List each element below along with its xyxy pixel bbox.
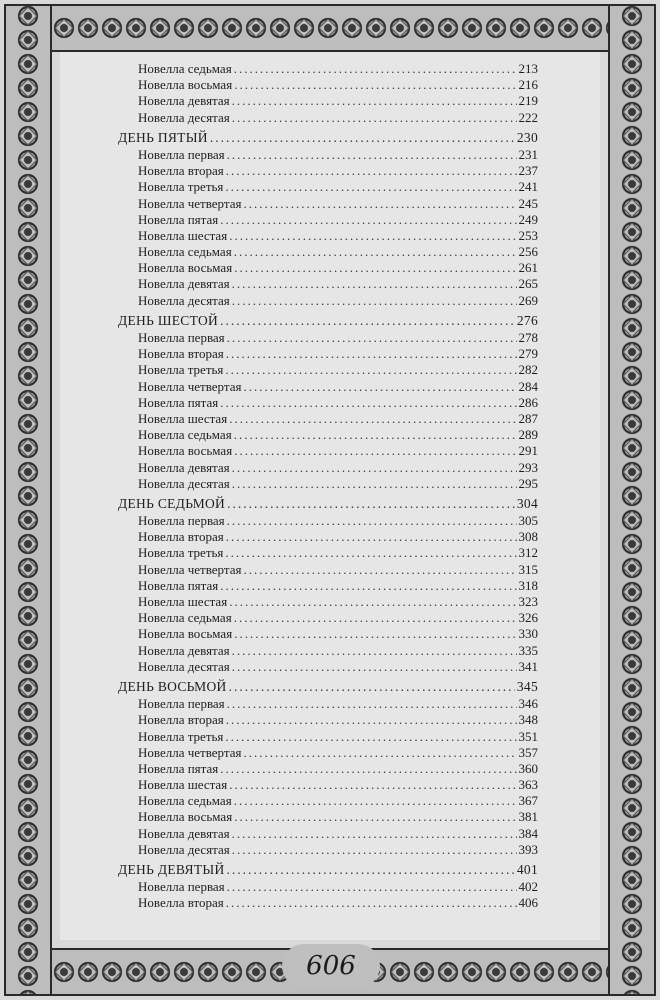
- toc-entry-title: Новелла первая: [138, 879, 225, 895]
- toc-entry-page: 326: [518, 610, 538, 626]
- toc-entry-page: 278: [518, 330, 538, 345]
- toc-entry-title: Новелла седьмая: [138, 427, 232, 443]
- toc-entry: [118, 244, 538, 260]
- toc-entry-page: 291: [518, 443, 538, 459]
- toc-entry: [118, 411, 538, 427]
- dot-leader: [232, 826, 517, 842]
- dot-leader: [232, 460, 517, 476]
- toc-entry: [118, 196, 538, 212]
- dot-leader: [220, 212, 516, 228]
- dot-leader: [220, 395, 516, 411]
- toc-entry-page: 345: [516, 678, 538, 694]
- toc-entry-title: Новелла вторая: [138, 163, 224, 179]
- dot-leader: [232, 93, 517, 109]
- dot-leader: [234, 809, 516, 825]
- toc-entry-page: 367: [518, 793, 538, 809]
- toc-entry-page: 265: [518, 276, 538, 292]
- toc-entry: [118, 826, 538, 842]
- toc-entry-title: Новелла четвертая: [138, 195, 242, 211]
- toc-entry-page: 293: [518, 459, 538, 475]
- dot-leader: [234, 260, 516, 276]
- dot-leader: [232, 476, 517, 492]
- toc-entry-title: Новелла седьмая: [138, 610, 232, 626]
- toc-entry: [118, 513, 538, 529]
- toc-entry-page: 245: [518, 195, 538, 211]
- toc-entry-page: 279: [518, 346, 538, 362]
- toc-entry-title: Новелла первая: [138, 513, 225, 529]
- toc-entry: [118, 842, 538, 858]
- toc-entry: [118, 443, 538, 459]
- toc-entry: [118, 276, 538, 292]
- toc-entry-title: Новелла девятая: [138, 459, 230, 475]
- toc-entry-page: 318: [518, 577, 538, 593]
- toc-entry: [118, 562, 538, 578]
- toc-day-heading: [118, 130, 538, 146]
- toc-entry: [118, 212, 538, 228]
- toc-entry-page: 384: [518, 825, 538, 841]
- dot-leader: [227, 862, 515, 878]
- toc-entry-title: Новелла пятая: [138, 211, 219, 227]
- table-of-contents: [118, 61, 538, 912]
- dot-leader: [220, 313, 515, 329]
- toc-entry-page: 351: [518, 728, 538, 744]
- toc-entry-title: Новелла девятая: [138, 93, 230, 109]
- toc-entry: [118, 729, 538, 745]
- toc-entry-title: Новелла вторая: [138, 529, 224, 545]
- toc-entry-title: ДЕНЬ ВОСЬМОЙ: [118, 678, 227, 694]
- toc-entry: [118, 228, 538, 244]
- toc-entry: [118, 809, 538, 825]
- dot-leader: [234, 61, 517, 77]
- toc-entry-title: ДЕНЬ СЕДЬМОЙ: [118, 495, 226, 511]
- dot-leader: [225, 362, 516, 378]
- dot-leader: [243, 379, 516, 395]
- toc-entry-page: 295: [518, 475, 538, 491]
- ornamental-border-left-icon: [4, 4, 52, 996]
- toc-entry: [118, 93, 538, 109]
- toc-entry: [118, 610, 538, 626]
- dot-leader: [229, 411, 516, 427]
- toc-entry-title: Новелла пятая: [138, 760, 219, 776]
- toc-entry-page: 216: [518, 77, 538, 93]
- toc-entry-title: Новелла девятая: [138, 276, 230, 292]
- dot-leader: [234, 443, 516, 459]
- dot-leader: [229, 777, 516, 793]
- toc-day-heading: [118, 313, 538, 329]
- toc-entry: [118, 793, 538, 809]
- toc-day-heading: [118, 679, 538, 695]
- toc-entry-page: 406: [518, 895, 538, 911]
- toc-entry-page: 289: [518, 427, 538, 443]
- toc-entry-title: ДЕНЬ ШЕСТОЙ: [118, 312, 219, 328]
- toc-entry-title: Новелла четвертая: [138, 744, 242, 760]
- toc-entry-title: Новелла первая: [138, 146, 225, 162]
- toc-entry-title: Новелла девятая: [138, 642, 230, 658]
- dot-leader: [227, 513, 517, 529]
- toc-entry-page: 304: [516, 495, 538, 511]
- toc-entry: [118, 293, 538, 309]
- toc-entry-page: 230: [516, 129, 538, 145]
- toc-entry: [118, 330, 538, 346]
- toc-entry-title: Новелла десятая: [138, 292, 230, 308]
- dot-leader: [225, 545, 516, 561]
- toc-entry-title: Новелла шестая: [138, 594, 228, 609]
- toc-entry: [118, 163, 538, 179]
- toc-entry-page: 381: [518, 809, 538, 825]
- dot-leader: [234, 427, 517, 443]
- dot-leader: [232, 842, 517, 858]
- toc-entry: [118, 594, 538, 610]
- dot-leader: [210, 130, 515, 146]
- toc-entry-title: Новелла восьмая: [138, 626, 233, 642]
- toc-entry: [118, 476, 538, 492]
- toc-entry-title: Новелла восьмая: [138, 77, 233, 93]
- toc-day-heading: [118, 496, 538, 512]
- toc-entry: [118, 626, 538, 642]
- toc-entry-page: 305: [518, 513, 538, 529]
- toc-entry-title: Новелла третья: [138, 179, 224, 195]
- toc-entry-page: 269: [518, 292, 538, 308]
- toc-entry-title: ДЕНЬ ДЕВЯТЫЙ: [118, 862, 225, 877]
- toc-entry-title: ДЕНЬ ПЯТЫЙ: [118, 129, 208, 145]
- toc-entry-page: 213: [518, 61, 538, 76]
- dot-leader: [234, 610, 517, 626]
- dot-leader: [225, 179, 516, 195]
- toc-entry: [118, 895, 538, 911]
- toc-entry: [118, 61, 538, 77]
- toc-entry-page: 308: [518, 529, 538, 545]
- toc-entry: [118, 879, 538, 895]
- toc-entry-page: 231: [518, 146, 538, 162]
- toc-entry-page: 357: [518, 744, 538, 760]
- dot-leader: [232, 643, 517, 659]
- toc-entry-page: 261: [518, 260, 538, 276]
- toc-entry: [118, 77, 538, 93]
- toc-entry-page: 363: [518, 777, 538, 793]
- toc-entry-page: 348: [518, 712, 538, 728]
- toc-entry: [118, 395, 538, 411]
- dot-leader: [227, 496, 515, 512]
- toc-entry-title: Новелла восьмая: [138, 809, 233, 825]
- dot-leader: [234, 793, 517, 809]
- toc-entry: [118, 260, 538, 276]
- dot-leader: [232, 659, 517, 675]
- toc-entry: [118, 346, 538, 362]
- dot-leader: [226, 346, 517, 362]
- toc-entry: [118, 460, 538, 476]
- toc-entry-page: 284: [518, 378, 538, 394]
- toc-entry: [118, 147, 538, 163]
- toc-entry-title: Новелла десятая: [138, 841, 230, 857]
- toc-entry-page: 241: [518, 179, 538, 195]
- dot-leader: [227, 879, 517, 895]
- dot-leader: [229, 594, 516, 610]
- toc-entry-title: Новелла восьмая: [138, 260, 233, 276]
- toc-entry-page: 282: [518, 362, 538, 378]
- dot-leader: [232, 276, 517, 292]
- toc-entry-title: Новелла вторая: [138, 895, 224, 911]
- toc-entry-page: 222: [518, 109, 538, 125]
- toc-entry: [118, 777, 538, 793]
- dot-leader: [243, 562, 516, 578]
- toc-entry-title: Новелла десятая: [138, 109, 230, 125]
- toc-entry-page: 237: [518, 163, 538, 179]
- toc-entry-title: Новелла третья: [138, 362, 224, 378]
- dot-leader: [227, 330, 517, 346]
- dot-leader: [234, 244, 517, 260]
- toc-entry-page: 286: [518, 394, 538, 410]
- dot-leader: [227, 696, 517, 712]
- toc-entry-page: 249: [518, 211, 538, 227]
- toc-entry-page: 253: [518, 227, 538, 243]
- dot-leader: [227, 147, 517, 163]
- toc-entry: [118, 578, 538, 594]
- toc-entry-title: Новелла седьмая: [138, 244, 232, 260]
- toc-entry-page: 276: [516, 312, 538, 328]
- toc-entry-title: Новелла вторая: [138, 712, 224, 728]
- toc-entry-page: 393: [518, 841, 538, 857]
- toc-entry-title: Новелла первая: [138, 696, 225, 712]
- dot-leader: [220, 761, 516, 777]
- toc-entry-page: 323: [518, 594, 538, 609]
- toc-entry-page: 219: [518, 93, 538, 109]
- toc-entry: [118, 379, 538, 395]
- dot-leader: [234, 626, 516, 642]
- toc-entry-title: Новелла десятая: [138, 658, 230, 674]
- dot-leader: [226, 712, 517, 728]
- dot-leader: [225, 729, 516, 745]
- toc-entry-title: Новелла седьмая: [138, 61, 232, 76]
- dot-leader: [232, 293, 517, 309]
- toc-entry-title: Новелла пятая: [138, 394, 219, 410]
- toc-entry-title: Новелла третья: [138, 545, 224, 561]
- toc-entry-page: 287: [518, 410, 538, 426]
- ornamental-border-right-icon: [608, 4, 656, 996]
- toc-entry-page: 335: [518, 642, 538, 658]
- toc-entry-title: Новелла четвертая: [138, 561, 242, 577]
- toc-entry: [118, 529, 538, 545]
- dot-leader: [226, 895, 517, 911]
- dot-leader: [226, 529, 517, 545]
- toc-entry: [118, 643, 538, 659]
- toc-entry-page: 360: [518, 760, 538, 776]
- toc-entry: [118, 659, 538, 675]
- dot-leader: [232, 110, 517, 126]
- toc-entry: [118, 362, 538, 378]
- toc-entry: [118, 745, 538, 761]
- toc-entry: [118, 545, 538, 561]
- toc-entry: [118, 179, 538, 195]
- dot-leader: [243, 196, 516, 212]
- toc-day-heading: [118, 862, 538, 878]
- toc-entry-page: 312: [518, 545, 538, 561]
- dot-leader: [234, 77, 516, 93]
- toc-entry: [118, 761, 538, 777]
- toc-entry-page: 346: [518, 696, 538, 712]
- toc-entry: [118, 427, 538, 443]
- toc-entry-title: Новелла восьмая: [138, 443, 233, 459]
- toc-entry-page: 341: [518, 658, 538, 674]
- toc-entry-title: Новелла седьмая: [138, 793, 232, 809]
- toc-entry-title: Новелла десятая: [138, 475, 230, 491]
- toc-entry-page: 330: [518, 626, 538, 642]
- toc-entry: [118, 712, 538, 728]
- dot-leader: [229, 228, 516, 244]
- toc-entry-title: Новелла пятая: [138, 577, 219, 593]
- toc-entry-title: Новелла третья: [138, 728, 224, 744]
- toc-entry-title: Новелла первая: [138, 330, 225, 345]
- page-number: 606: [306, 951, 356, 981]
- toc-entry-title: Новелла шестая: [138, 227, 228, 243]
- toc-entry-page: 402: [518, 879, 538, 895]
- toc-entry-title: Новелла вторая: [138, 346, 224, 362]
- toc-entry-page: 256: [518, 244, 538, 260]
- toc-entry: [118, 696, 538, 712]
- toc-entry-title: Новелла девятая: [138, 825, 230, 841]
- toc-entry-title: Новелла шестая: [138, 410, 228, 426]
- toc-entry: [118, 110, 538, 126]
- toc-entry-title: Новелла шестая: [138, 777, 228, 793]
- toc-entry-page: 401: [516, 862, 538, 877]
- ornamental-border-top-icon: [4, 4, 656, 52]
- dot-leader: [229, 679, 515, 695]
- toc-entry-title: Новелла четвертая: [138, 378, 242, 394]
- toc-entry-page: 315: [518, 561, 538, 577]
- page-number-cartouche: [282, 944, 380, 988]
- dot-leader: [220, 578, 516, 594]
- dot-leader: [226, 163, 517, 179]
- dot-leader: [243, 745, 516, 761]
